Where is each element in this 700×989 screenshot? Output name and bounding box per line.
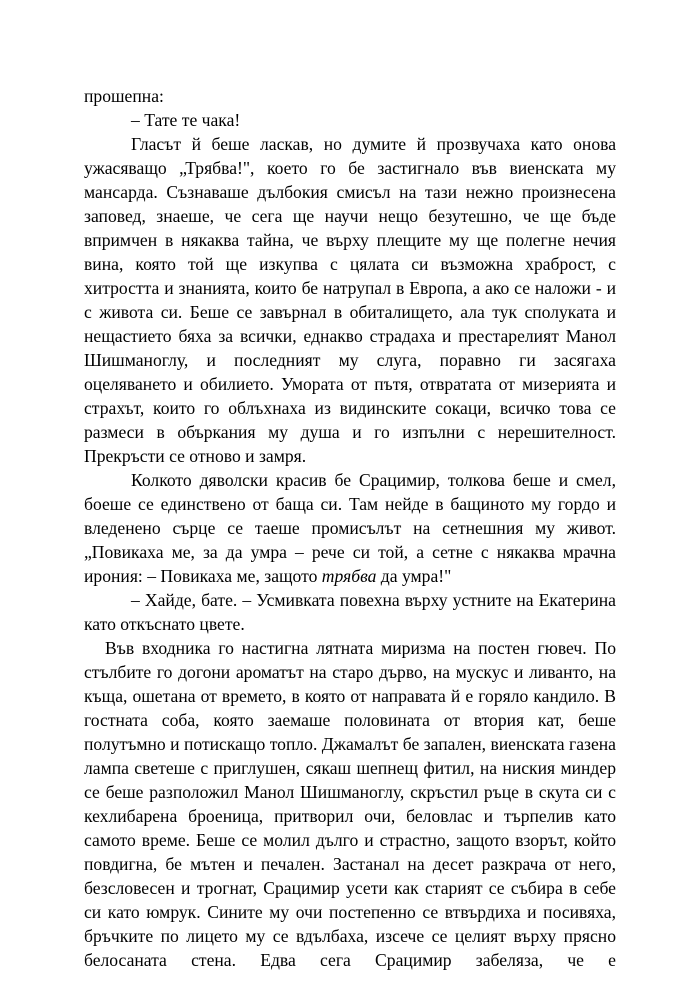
paragraph-3: Гласът й беше ласкав, но думите й прозвучаха като онова ужасяващо „Трябва!", което го бе застигнало във виенската му мансарда. Съзнаваше дълбокия смисъл на тази нежно произнесена заповед, знаеше, че сега ще научи нещо безутешно, че ще бъде впримчен в някаква тайна, че върху плещите му ще полегне нечия вина, която той ще изкупва с цялата си възможна храброст, с хитростта и знанията, които бе натрупал в Европа, а ако се наложи - и с живота си. Беше се завърнал в обиталището, ала тук сполуката и нещастието бяха за всички, еднакво страдаха и престарелият Манол Шишманоглу, и последният му слуга, поравно ги засягаха оцеляването и обилието. Умората от пътя, отвратата от мизерията и страхът, които го облъхнаха из видинските сокаци, всичко това се размеси в объркания му душа и го изпълни с нерешителност. Прекръсти се отново и замря. [84,134,616,466]
paragraph-4-italic-word: трябва [321,566,377,586]
paragraph-4 [84,468,616,588]
paragraph-4-text-before: Колкото дяволски красив бе Срацимир, толкова беше и смел, боеше се единствено от баща си. Там нейде в бащиното му гордо и вледенено сърце се таеше промисълът на сетнешния му живот. „Повикаха ме, за да умра – рече си той, а сетне с някаква мрачна ирония: – Повикаха ме, защото [84,470,616,586]
paragraph-1: прошепна: [84,86,164,106]
document-body [84,84,616,972]
paragraph-5: – Хайде, бате. – Усмивката повехна върху устните на Екатерина като откъснато цвете. [84,590,616,634]
paragraph-4-text-after: да умра!" [376,566,452,586]
paragraph-6: Във входника го настигна лятната миризма на постен гювеч. По стълбите го догони ароматът на старо дърво, на мускус и ливанто, на къща, ошетана от времето, в която от направата й е горяло кандило. В гостната соба, която заемаше половината от втория кат, беше полутъмно и потискащо топло. Джамалът бе запален, виенската газена лампа светеше с приглушен, сякаш шепнещ фитил, на ниския миндер се беше разположил Манол Шишманоглу, скръстил ръце в скута си с кехлибарена броеница, притворил очи, беловлас и търпелив като самото време. Беше се молил дълго и страстно, защото взорът, който повдигна, бе мътен и печален. Застанал на десет разкрача от него, безсловесен и трогнат, Срацимир усети как старият се събира в себе си като юмрук. Сините му очи постепенно се втвърдиха и посивяха, бръчките по лицето му се вдълбаха, изсече се целият върху прясно белосаната стена. Едва сега Срацимир забеляза, че е [84,638,616,970]
paragraph-2: – Тате те чака! [131,110,241,130]
